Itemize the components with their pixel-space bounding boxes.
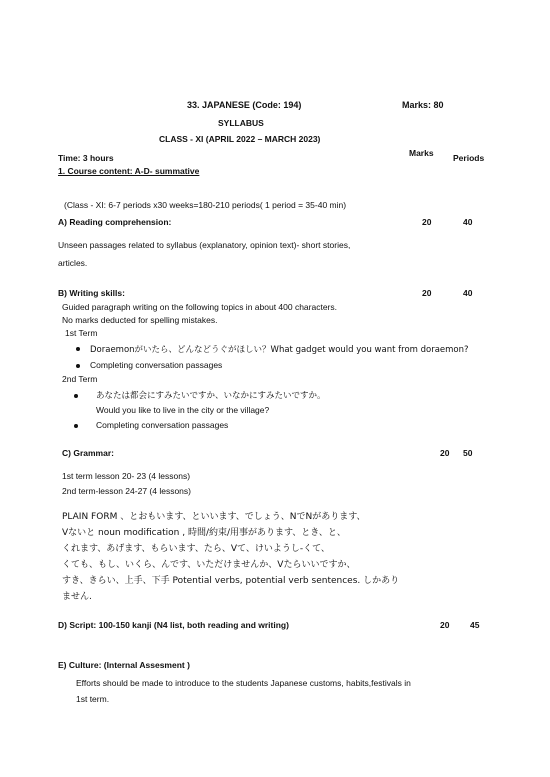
bullet-icon bbox=[76, 347, 80, 351]
grammar-term-1: 1st term lesson 20- 23 (4 lessons) bbox=[62, 471, 191, 481]
term-2-label: 2nd Term bbox=[62, 374, 98, 384]
section-a-text-2: articles. bbox=[58, 258, 88, 268]
writing-topic-3-english: Would you like to live in the city or the village? bbox=[96, 405, 270, 415]
marks-column-header: Marks bbox=[409, 148, 434, 158]
section-a-periods: 40 bbox=[463, 217, 473, 227]
culture-text-2: 1st term. bbox=[76, 694, 110, 704]
section-e-heading: E) Culture: (Internal Assesment ) bbox=[58, 660, 190, 670]
culture-text-1: Efforts should be made to introduce to the students Japanese customs, habits,festivals in bbox=[76, 678, 411, 688]
writing-topic-4: Completing conversation passages bbox=[96, 420, 229, 430]
section-b-heading: B) Writing skills: bbox=[58, 288, 125, 298]
periods-note: (Class - XI: 6-7 periods x30 weeks=180-210 periods( 1 period = 35-40 min) bbox=[64, 200, 347, 210]
bullet-icon bbox=[76, 364, 80, 368]
section-a-marks: 20 bbox=[422, 217, 432, 227]
term-1-label: 1st Term bbox=[65, 328, 98, 338]
section-c-periods: 50 bbox=[463, 448, 473, 458]
course-content-heading: 1. Course content: A-D- summative bbox=[58, 166, 200, 176]
section-b-text-2: No marks deducted for spelling mistakes. bbox=[62, 315, 218, 325]
writing-topic-2: Completing conversation passages bbox=[90, 360, 223, 370]
section-a-heading: A) Reading comprehension: bbox=[58, 217, 172, 227]
section-b-marks: 20 bbox=[422, 288, 432, 298]
grammar-line-6: ません. bbox=[62, 592, 92, 602]
section-c-heading: C) Grammar: bbox=[62, 448, 114, 458]
section-c-marks: 20 bbox=[440, 448, 450, 458]
section-b-text-1: Guided paragraph writing on the following topics in about 400 characters. bbox=[62, 302, 338, 312]
grammar-term-2: 2nd term-lesson 24-27 (4 lessons) bbox=[62, 486, 191, 496]
page-title: 33. JAPANESE (Code: 194) bbox=[187, 100, 302, 110]
section-a-text-1: Unseen passages related to syllabus (explanatory, opinion text)- short stories, bbox=[58, 240, 351, 250]
grammar-line-4: くても、もし、いくら、んです、いただけませんか、Vたらいいですか、 bbox=[62, 560, 356, 570]
section-d-heading: D) Script: 100-150 kanji (N4 list, both reading and writing) bbox=[58, 620, 289, 630]
bullet-icon bbox=[74, 394, 78, 398]
grammar-line-5: すき、きらい、上手、下手 Potential verbs, potential verb sentences. しかあり bbox=[62, 576, 400, 586]
bullet-icon bbox=[74, 424, 78, 428]
grammar-line-2: Vないと noun modification , 時間/約束/用事があります、とき、と、 bbox=[62, 528, 346, 538]
syllabus-label: SYLLABUS bbox=[218, 118, 264, 128]
section-b-periods: 40 bbox=[463, 288, 473, 298]
writing-topic-3: あなたは都会にすみたいですか、いなかにすみたいですか。 bbox=[96, 391, 326, 401]
total-marks: Marks: 80 bbox=[402, 100, 444, 110]
grammar-line-1: PLAIN FORM 、とおもいます、といいます、でしょう、NでNがあります、 bbox=[62, 512, 366, 522]
periods-column-header: Periods bbox=[453, 153, 485, 163]
section-d-periods: 45 bbox=[470, 620, 480, 630]
section-d-marks: 20 bbox=[440, 620, 450, 630]
time-label: Time: 3 hours bbox=[58, 153, 114, 163]
class-line: CLASS - XI (APRIL 2022 – MARCH 2023) bbox=[159, 134, 321, 144]
grammar-line-3: くれます、あげます、もらいます、たら、Vて、けいようし-くて、 bbox=[62, 544, 330, 554]
writing-topic-1: Doraemonがいたら、どんなどうぐがほしい？What gadget would you want from doraemon? bbox=[90, 345, 469, 355]
